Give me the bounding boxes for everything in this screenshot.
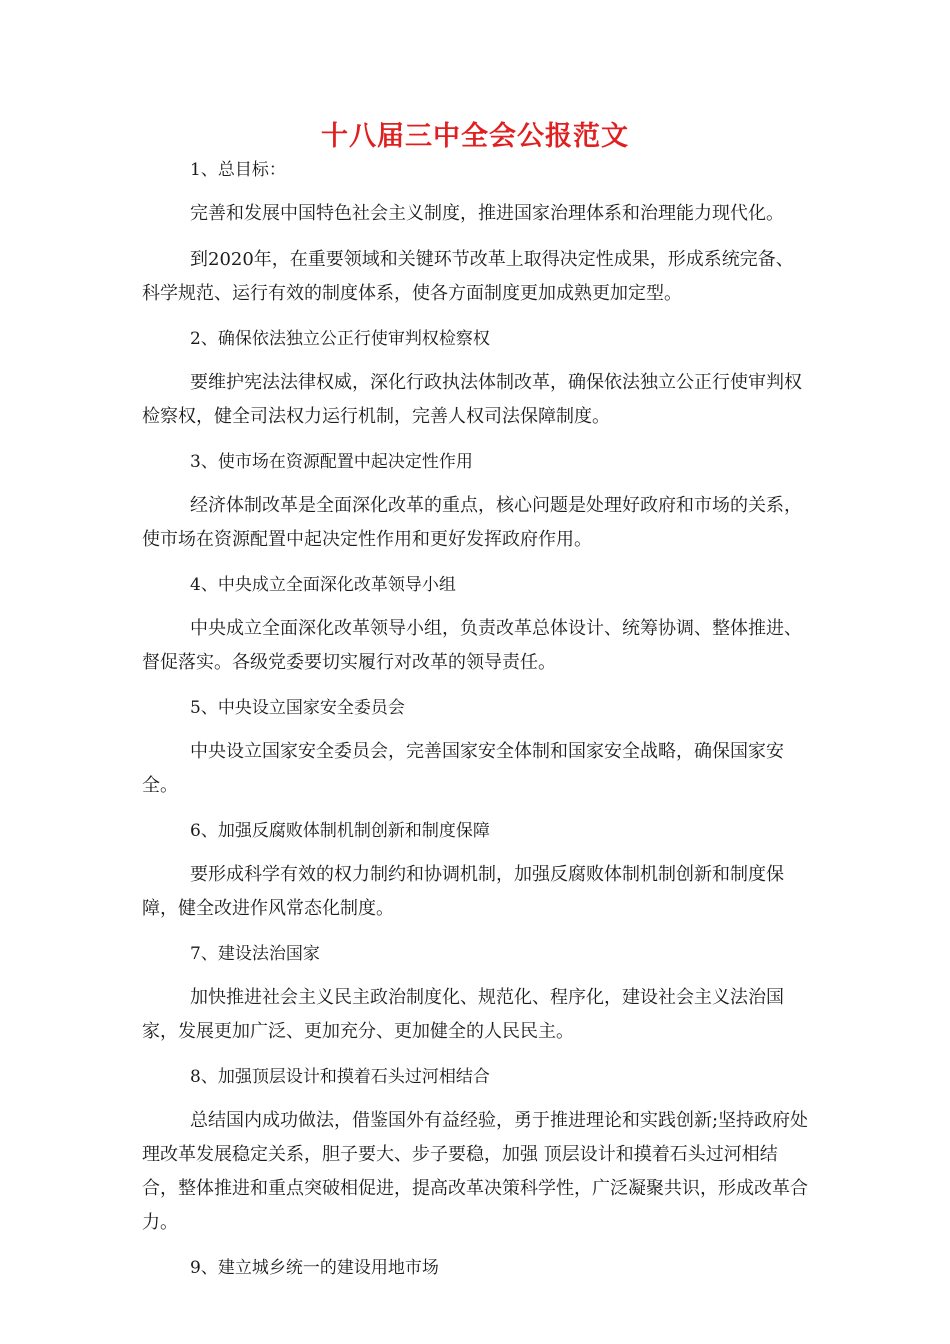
section-heading-4: 4、中央成立全面深化改革领导小组 [190,575,456,595]
document-body [142,154,810,1295]
document-title: 十八届三中全会公报范文 [321,121,629,152]
section-heading-1: 1、总目标： [190,160,286,180]
section-paragraph: 到2020年，在重要领域和关键环节改革上取得决定性成果，形成系统完备、科学规范、运行有效的制度体系，使各方面制度更加成熟更加定型。 [142,249,794,304]
section-heading-3: 3、使市场在资源配置中起决定性作用 [190,452,473,472]
section-heading-7: 7、建设法治国家 [190,944,320,964]
section-heading-5: 5、中央设立国家安全委员会 [190,698,405,718]
section-paragraph: 加快推进社会主义民主政治制度化、规范化、程序化，建设社会主义法治国家，发展更加广泛、更加充分、更加健全的人民民主。 [142,987,784,1042]
section-paragraph: 要维护宪法法律权威，深化行政执法体制改革，确保依法独立公正行使审判权检察权，健全司法权力运行机制，完善人权司法保障制度。 [142,372,802,427]
section-paragraph: 完善和发展中国特色社会主义制度，推进国家治理体系和治理能力现代化。 [190,203,784,224]
section-paragraph: 总结国内成功做法，借鉴国外有益经验，勇于推进理论和实践创新;坚持政府处理改革发展稳定关系，胆子要大、步子要稳，加强 顶层设计和摸着石头过河相结合，整体推进和重点突破相促进，提高改革决策科学性，广泛凝聚共识，形成改革合力。 [142,1110,809,1233]
section-paragraph: 中央成立全面深化改革领导小组，负责改革总体设计、统筹协调、整体推进、督促落实。各级党委要切实履行对改革的领导责任。 [142,618,802,673]
section-heading-2: 2、确保依法独立公正行使审判权检察权 [190,329,490,349]
section-heading-6: 6、加强反腐败体制机制创新和制度保障 [190,821,490,841]
section-paragraph: 要形成科学有效的权力制约和协调机制，加强反腐败体制机制创新和制度保障，健全改进作风常态化制度。 [142,864,784,919]
section-paragraph: 中央设立国家安全委员会，完善国家安全体制和国家安全战略，确保国家安全。 [142,741,784,796]
section-paragraph: 经济体制改革是全面深化改革的重点，核心问题是处理好政府和市场的关系，使市场在资源配置中起决定性作用和更好发挥政府作用。 [142,495,802,550]
section-heading-8: 8、加强顶层设计和摸着石头过河相结合 [190,1067,490,1087]
section-heading-9: 9、建立城乡统一的建设用地市场 [190,1258,439,1278]
